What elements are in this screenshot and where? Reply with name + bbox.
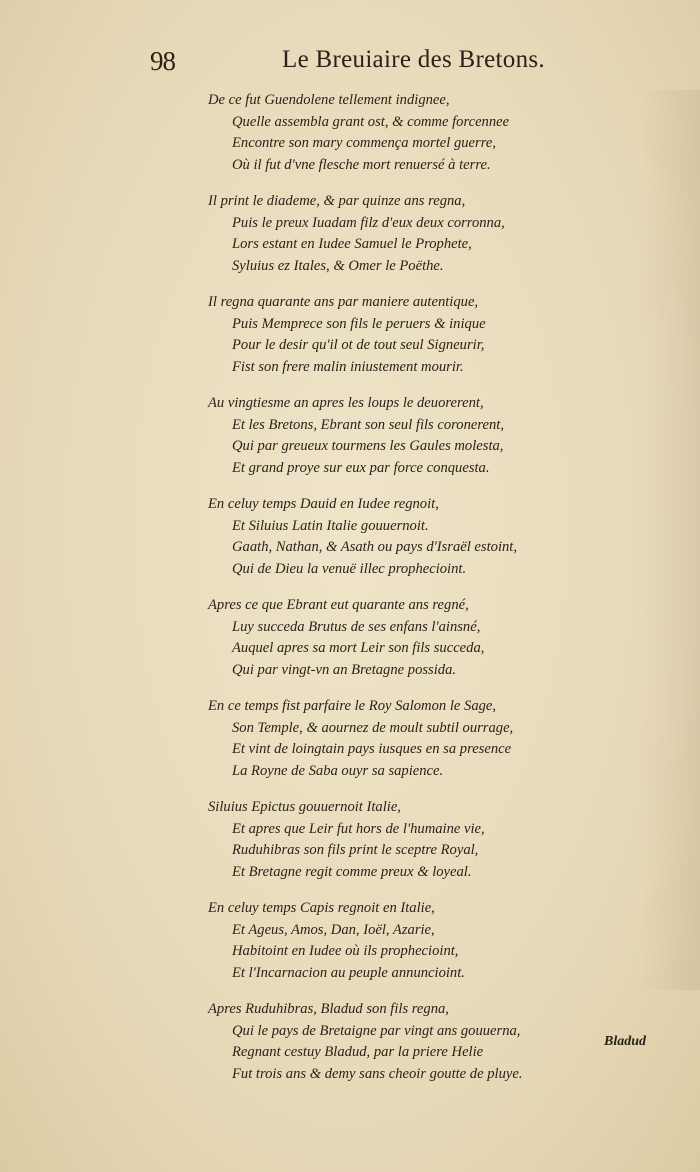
- verse-line: Et Siluius Latin Italie gouuernoit.: [232, 517, 429, 534]
- verse-line: Quelle assembla grant ost, & comme forcennee: [232, 113, 510, 130]
- page-edge-shadow: [640, 90, 700, 990]
- stanza: [208, 90, 648, 176]
- catchword: Bladud: [604, 1034, 647, 1049]
- verse-line: Et l'Incarnacion au peuple annuncioint.: [232, 964, 465, 981]
- verse-line: En celuy temps Capis regnoit en Italie,: [208, 900, 435, 916]
- verse-line: Auquel apres sa mort Leir son fils succeda,: [232, 640, 485, 656]
- stanza: [208, 393, 648, 479]
- verse-line: Fut trois ans & demy sans cheoir goutte de pluye.: [232, 1065, 523, 1082]
- verse-line: Apres ce que Ebrant eut quarante ans regné,: [208, 597, 469, 613]
- verse-line: Il regna quarante ans par maniere autentique,: [208, 294, 479, 310]
- verse-line: Qui le pays de Bretaigne par vingt ans gouuerna,: [232, 1022, 521, 1039]
- verse-line: Au vingtiesme an apres les loups le deuorerent,: [208, 395, 484, 411]
- verse-line: Pour le desir qu'il ot de tout seul Signeurir,: [232, 337, 485, 353]
- verse-line: Qui par greueux tourmens les Gaules molesta,: [232, 438, 504, 454]
- poem-body: [208, 90, 648, 1100]
- stanza: [208, 595, 648, 681]
- verse-line: Et vint de loingtain pays iusques en sa presence: [232, 741, 512, 757]
- verse-line: Habitoint en Iudee où ils prophecioint,: [232, 943, 459, 959]
- verse-line: Regnant cestuy Bladud, par la priere Helie: [232, 1044, 484, 1060]
- verse-line: Et Ageus, Amos, Dan, Ioël, Azarie,: [232, 921, 435, 938]
- verse-line: Qui par vingt-vn an Bretagne possida.: [232, 661, 457, 678]
- verse-line: Puis Memprece son fils le peruers & inique: [232, 315, 486, 332]
- stanza: [208, 292, 648, 378]
- verse-line: Puis le preux Iuadam filz d'eux deux corronna,: [232, 214, 505, 231]
- page-header: [150, 46, 570, 86]
- verse-line: En ce temps fist parfaire le Roy Salomon le Sage,: [208, 698, 497, 714]
- verse-line: Il print le diademe, & par quinze ans regna,: [208, 193, 466, 209]
- verse-line: Gaath, Nathan, & Asath ou pays d'Israël estoint,: [232, 539, 517, 555]
- verse-line: Syluius ez Itales, & Omer le Poëthe.: [232, 257, 444, 274]
- verse-line: Et les Bretons, Ebrant son seul fils coronerent,: [232, 416, 504, 433]
- verse-line: Encontre son mary commença mortel guerre,: [232, 135, 496, 151]
- verse-line: Et grand proye sur eux par force conquesta.: [232, 459, 490, 476]
- stanza: [208, 999, 648, 1085]
- verse-line: Lors estant en Iudee Samuel le Prophete,: [232, 236, 472, 252]
- verse-line: Ruduhibras son fils print le sceptre Royal,: [232, 842, 479, 858]
- stanza: [208, 191, 648, 277]
- verse-line: Fist son frere malin iniustement mourir.: [232, 358, 464, 375]
- stanza: [208, 494, 648, 580]
- verse-line: Où il fut d'vne flesche mort renuersé à terre.: [232, 156, 491, 173]
- verse-line: Apres Ruduhibras, Bladud son fils regna,: [208, 1001, 449, 1017]
- verse-line: Luy succeda Brutus de ses enfans l'ainsné,: [232, 618, 481, 635]
- verse-line: De ce fut Guendolene tellement indignee,: [208, 92, 450, 108]
- verse-line: Et Bretagne regit comme preux & loyeal.: [232, 863, 472, 880]
- stanza: [208, 797, 648, 883]
- stanza: [208, 696, 648, 782]
- verse-line: Siluius Epictus gouuernoit Italie,: [208, 799, 401, 815]
- verse-line: Qui de Dieu la venuë illec prophecioint.: [232, 560, 467, 577]
- page-number: 98: [150, 46, 175, 76]
- verse-line: Son Temple, & aournez de moult subtil ourrage,: [232, 719, 514, 736]
- stanza: [208, 898, 648, 984]
- verse-line: La Royne de Saba ouyr sa sapience.: [232, 762, 444, 779]
- running-title: Le Breuiaire des Bretons.: [282, 46, 545, 73]
- verse-line: Et apres que Leir fut hors de l'humaine vie,: [232, 820, 485, 837]
- verse-line: En celuy temps Dauid en Iudee regnoit,: [208, 496, 439, 512]
